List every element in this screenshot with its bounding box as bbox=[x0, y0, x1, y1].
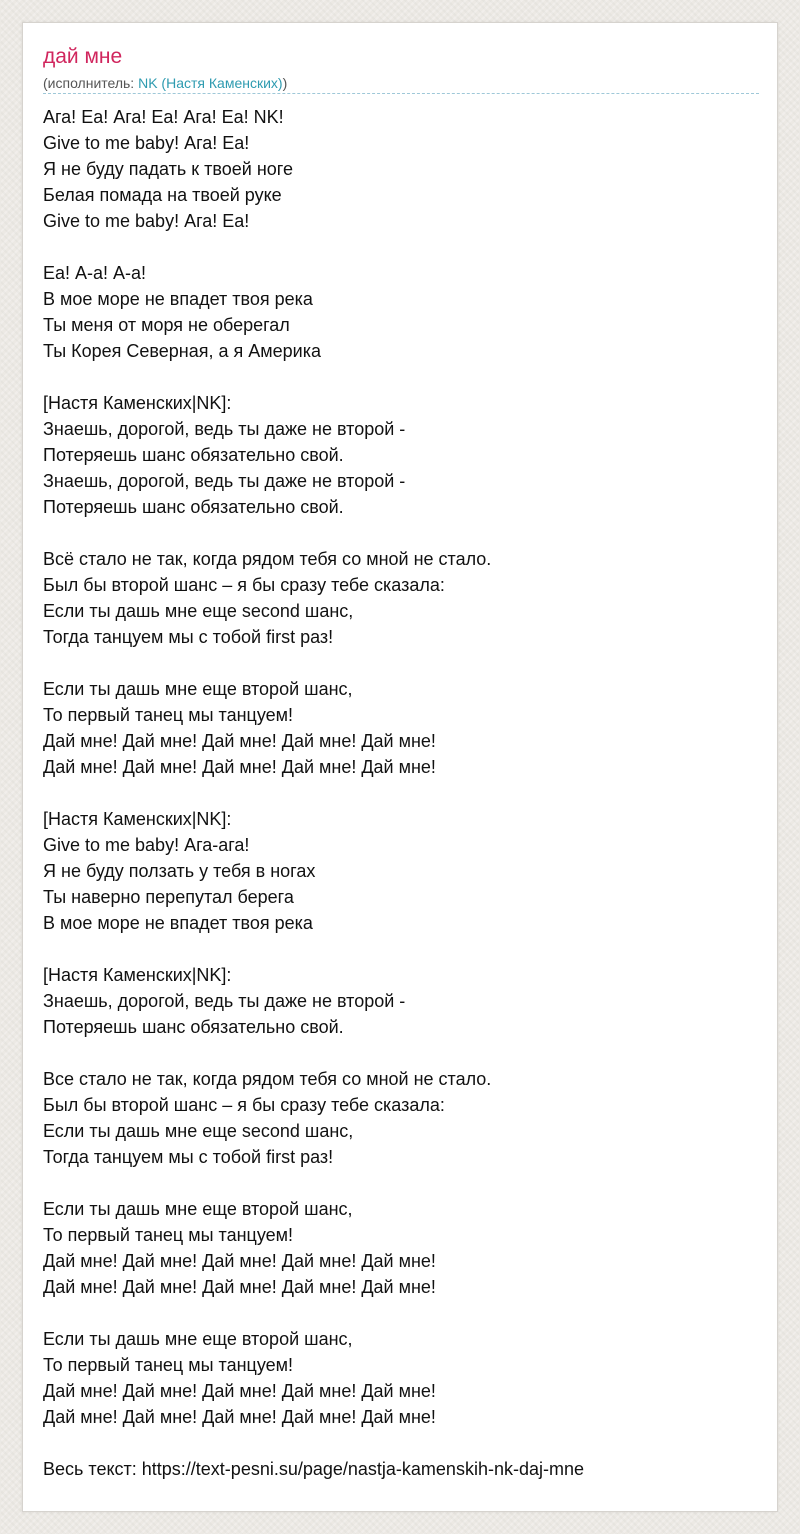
lyrics-line: В мое море не впадет твоя река bbox=[43, 913, 313, 933]
lyrics-line: Ты меня от моря не оберегал bbox=[43, 315, 290, 335]
lyrics-line: Если ты дашь мне еще второй шанс, bbox=[43, 1199, 353, 1219]
lyrics-line: Белая помада на твоей руке bbox=[43, 185, 282, 205]
lyrics-line: Знаешь, дорогой, ведь ты даже не второй - bbox=[43, 419, 406, 439]
lyrics-blank-line bbox=[43, 1040, 759, 1066]
lyrics-line: Знаешь, дорогой, ведь ты даже не второй - bbox=[43, 471, 406, 491]
artist-suffix: ) bbox=[282, 75, 288, 91]
lyrics-line: Был бы второй шанс – я бы сразу тебе сказала: bbox=[43, 575, 445, 595]
lyrics-line: Всё стало не так, когда рядом тебя со мной не стало. bbox=[43, 549, 492, 569]
full-text-link[interactable]: Весь текст: https://text-pesni.su/page/nastja-kamenskih-nk-daj-mne bbox=[43, 1459, 584, 1479]
lyrics-blank-line bbox=[43, 650, 759, 676]
lyrics-line: [Настя Каменских|NK]: bbox=[43, 809, 232, 829]
lyrics-line: [Настя Каменских|NK]: bbox=[43, 393, 232, 413]
lyrics-line: Give to me baby! Ага! Еа! bbox=[43, 133, 250, 153]
lyrics-line: Тогда танцуем мы с тобой first раз! bbox=[43, 627, 334, 647]
lyrics-line: Тогда танцуем мы с тобой first раз! bbox=[43, 1147, 334, 1167]
lyrics-line: Дай мне! Дай мне! Дай мне! Дай мне! Дай мне! bbox=[43, 1277, 436, 1297]
lyrics-line: Ты Корея Северная, а я Америка bbox=[43, 341, 321, 361]
lyrics-body bbox=[43, 104, 759, 1430]
lyrics-line: То первый танец мы танцуем! bbox=[43, 1355, 294, 1375]
lyrics-blank-line bbox=[43, 1170, 759, 1196]
lyrics-line: [Настя Каменских|NK]: bbox=[43, 965, 232, 985]
lyrics-line: Дай мне! Дай мне! Дай мне! Дай мне! Дай мне! bbox=[43, 1251, 436, 1271]
lyrics-line: Дай мне! Дай мне! Дай мне! Дай мне! Дай мне! bbox=[43, 757, 436, 777]
lyrics-blank-line bbox=[43, 364, 759, 390]
lyrics-line: Если ты дашь мне еще second шанс, bbox=[43, 1121, 354, 1141]
lyrics-line: Потеряешь шанс обязательно свой. bbox=[43, 1017, 344, 1037]
lyrics-blank-line bbox=[43, 520, 759, 546]
lyrics-blank-line bbox=[43, 234, 759, 260]
lyrics-line: Дай мне! Дай мне! Дай мне! Дай мне! Дай мне! bbox=[43, 1381, 436, 1401]
lyrics-blank-line bbox=[43, 780, 759, 806]
lyrics-line: В мое море не впадет твоя река bbox=[43, 289, 313, 309]
lyrics-line: Если ты дашь мне еще second шанс, bbox=[43, 601, 354, 621]
artist-line bbox=[43, 74, 759, 94]
lyrics-card bbox=[22, 22, 778, 1512]
lyrics-line: Потеряешь шанс обязательно свой. bbox=[43, 497, 344, 517]
artist-prefix: (исполнитель: bbox=[43, 75, 139, 91]
lyrics-blank-line bbox=[43, 1300, 759, 1326]
lyrics-line: Еа! А-а! А-а! bbox=[43, 263, 147, 283]
song-title: дай мне bbox=[43, 45, 123, 68]
lyrics-line: Give to me baby! Ага-ага! bbox=[43, 835, 250, 855]
lyrics-line: Я не буду ползать у тебя в ногах bbox=[43, 861, 316, 881]
lyrics-line: Знаешь, дорогой, ведь ты даже не второй - bbox=[43, 991, 406, 1011]
lyrics-line: Все стало не так, когда рядом тебя со мной не стало. bbox=[43, 1069, 492, 1089]
lyrics-line: Если ты дашь мне еще второй шанс, bbox=[43, 679, 353, 699]
lyrics-line: То первый танец мы танцуем! bbox=[43, 705, 294, 725]
lyrics-line: То первый танец мы танцуем! bbox=[43, 1225, 294, 1245]
lyrics-line: Потеряешь шанс обязательно свой. bbox=[43, 445, 344, 465]
lyrics-line: Дай мне! Дай мне! Дай мне! Дай мне! Дай мне! bbox=[43, 731, 436, 751]
lyrics-line: Если ты дашь мне еще второй шанс, bbox=[43, 1329, 353, 1349]
lyrics-blank-line bbox=[43, 936, 759, 962]
artist-link[interactable]: NK (Настя Каменских) bbox=[138, 75, 283, 91]
lyrics-line: Ага! Еа! Ага! Еа! Ага! Еа! NK! bbox=[43, 107, 284, 127]
lyrics-line: Give to me baby! Ага! Еа! bbox=[43, 211, 250, 231]
lyrics-line: Ты наверно перепутал берега bbox=[43, 887, 294, 907]
lyrics-line: Был бы второй шанс – я бы сразу тебе сказала: bbox=[43, 1095, 445, 1115]
lyrics-line: Я не буду падать к твоей ноге bbox=[43, 159, 293, 179]
lyrics-line: Дай мне! Дай мне! Дай мне! Дай мне! Дай мне! bbox=[43, 1407, 436, 1427]
